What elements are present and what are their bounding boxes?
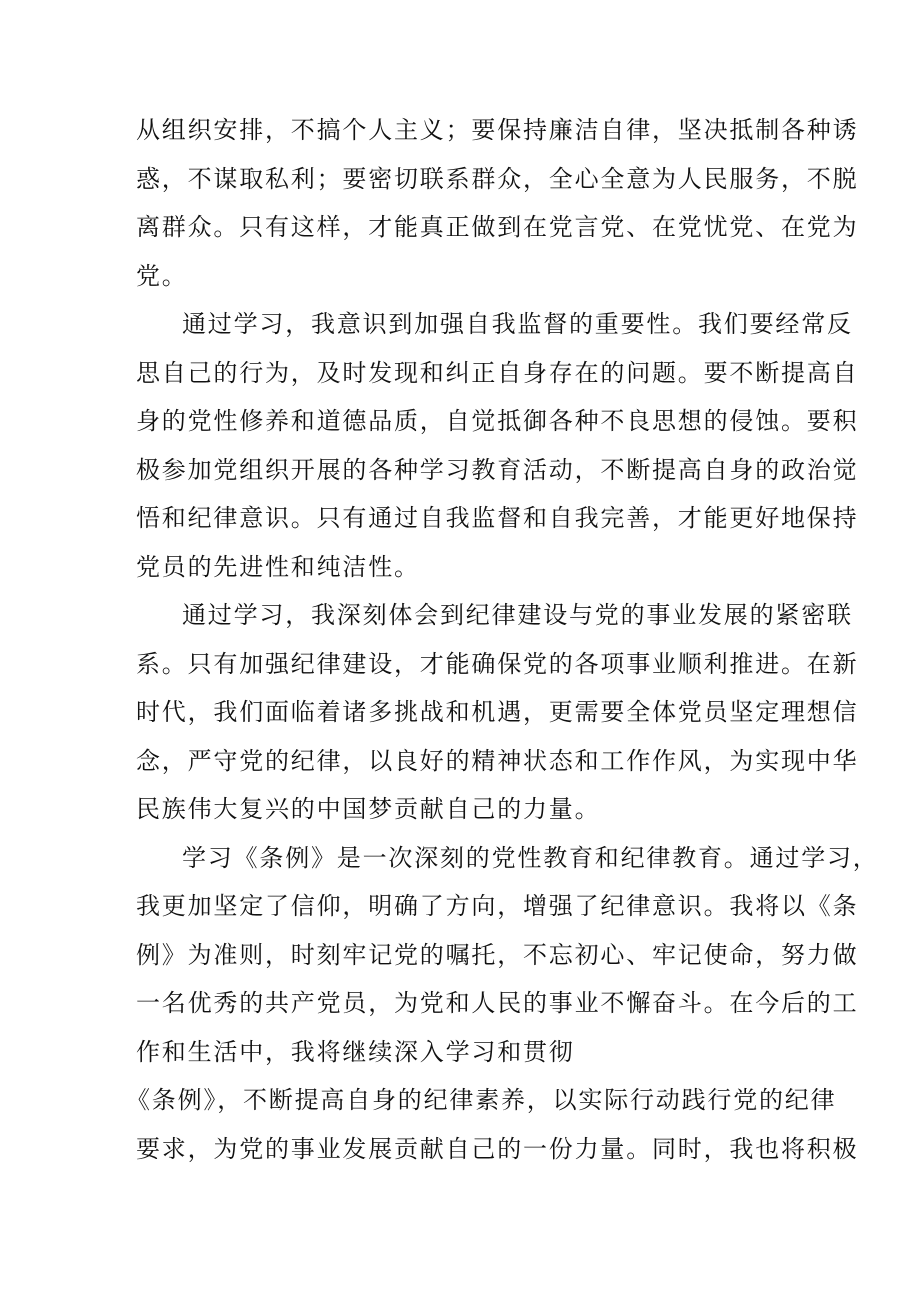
text-line-22: 要求，为党的事业发展贡献自己的一份力量。同时，我也将积极 (136, 1134, 859, 1163)
paragraph-start-line: 通过学习，我深刻体会到纪律建设与党的事业发展的紧密联 (182, 601, 853, 629)
text-line-10: 党员的先进性和纯洁性。 (136, 552, 420, 581)
text-line-3: 离群众。只有这样，才能真正做到在党言党、在党忧党、在党为 (136, 213, 859, 241)
text-line-6: 思自己的行为，及时发现和纠正自身存在的问题。要不断提高自 (136, 358, 859, 387)
text-line-8: 极参加党组织开展的各种学习教育活动，不断提高自身的政治觉 (136, 455, 859, 484)
text-line-12: 系。只有加强纪律建设，才能确保党的各项事业顺利推进。在新 (136, 649, 859, 678)
text-line-18: 例》为准则，时刻牢记党的嘱托，不忘初心、牢记使命，努力做 (136, 940, 859, 969)
document-body (126, 106, 879, 1173)
text-line-20: 作和生活中，我将继续深入学习和贯彻 (136, 1037, 575, 1066)
paragraph-start-line: 学习《条例》是一次深刻的党性教育和纪律教育。通过学习， (182, 843, 879, 872)
text-line-2: 惑，不谋取私利；要密切联系群众，全心全意为人民服务，不脱 (136, 164, 859, 193)
text-line-13: 时代，我们面临着诸多挑战和机遇，更需要全体党员坚定理想信 (136, 698, 859, 726)
text-line-7: 身的党性修养和道德品质，自觉抵御各种不良思想的侵蚀。要积 (136, 407, 859, 435)
text-line-14: 念，严守党的纪律，以良好的精神状态和工作作风，为实现中华 (136, 746, 859, 775)
text-line-1: 从组织安排，不搞个人主义；要保持廉洁自律，坚决抵制各种诱 (136, 116, 859, 144)
paragraph-start-line: 通过学习，我意识到加强自我监督的重要性。我们要经常反 (182, 310, 853, 338)
text-line-9: 悟和纪律意识。只有通过自我监督和自我完善，才能更好地保持 (136, 504, 859, 532)
text-line-15: 民族伟大复兴的中国梦贡献自己的力量。 (136, 795, 601, 823)
text-line-21: 《条例》，不断提高自身的纪律素养，以实际行动践行党的纪律 (126, 1086, 837, 1114)
text-line-17: 我更加坚定了信仰，明确了方向，增强了纪律意识。我将以《条 (136, 892, 859, 920)
text-line-19: 一名优秀的共产党员，为党和人民的事业不懈奋斗。在今后的工 (136, 989, 859, 1017)
text-line-4: 党。 (136, 261, 188, 290)
